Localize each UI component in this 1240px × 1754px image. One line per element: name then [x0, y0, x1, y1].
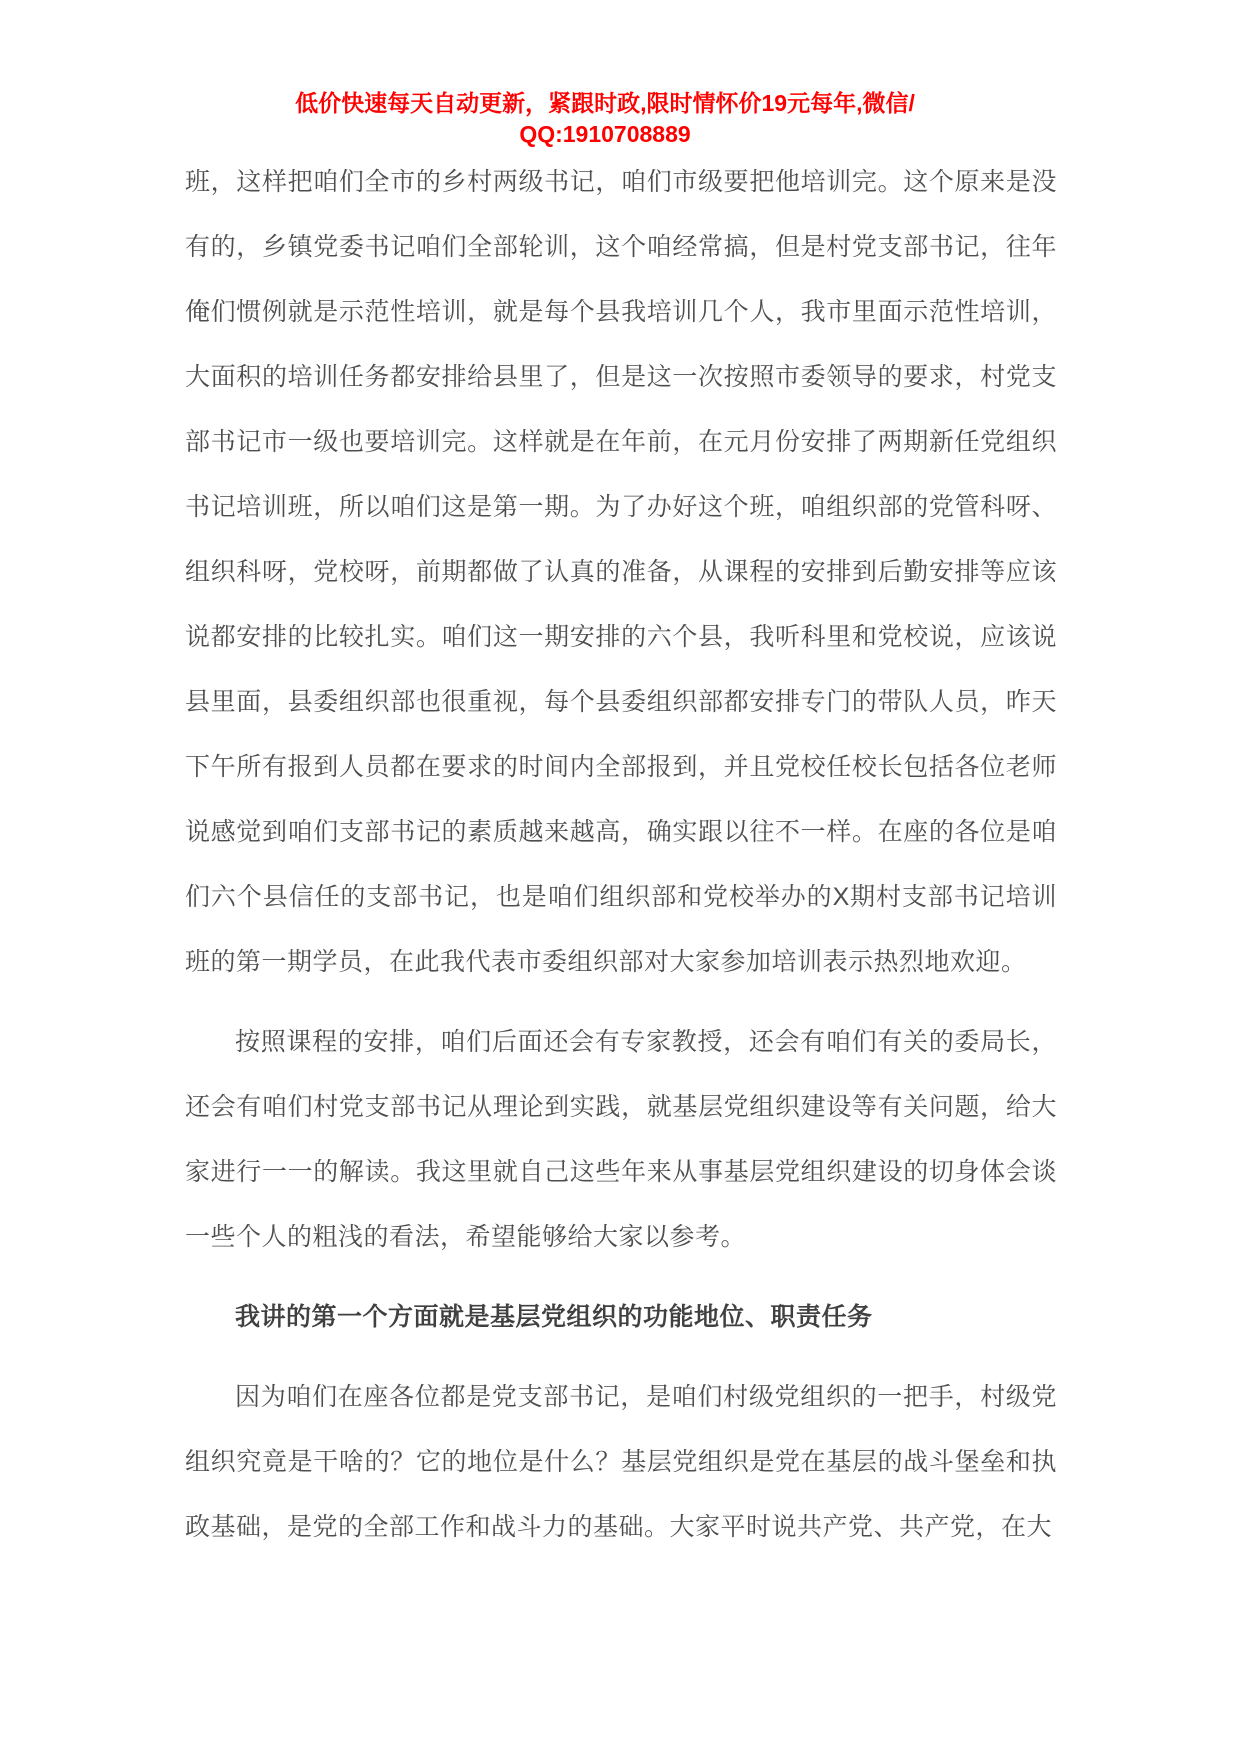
- promo-banner: [150, 88, 1060, 150]
- section-heading: 我讲的第一个方面就是基层党组织的功能地位、职责任务: [235, 1303, 873, 1331]
- promo-banner-line2: QQ:1910708889: [519, 121, 691, 147]
- document-body: [185, 150, 1057, 1575]
- body-paragraph-2: 按照课程的安排，咱们后面还会有专家教授，还会有咱们有关的委局长，还会有咱们村党支部书记从理论到实践，就基层党组织建设等有关问题，给大家进行一一的解读。我这里就自己这些年来从事基层党组织建设的切身体会谈一些个人的粗浅的看法，希望能够给大家以参考。: [185, 1028, 1057, 1251]
- body-paragraph-1: 班，这样把咱们全市的乡村两级书记，咱们市级要把他培训完。这个原来是没有的，乡镇党委书记咱们全部轮训，这个咱经常搞，但是村党支部书记，往年俺们惯例就是示范性培训，就是每个县我培训几个人，我市里面示范性培训，大面积的培训任务都安排给县里了，但是这一次按照市委领导的要求，村党支部书记市一级也要培训完。这样就是在年前，在元月份安排了两期新任党组织书记培训班，所以咱们这是第一期。为了办好这个班，咱组织部的党管科呀、组织科呀，党校呀，前期都做了认真的准备，从课程的安排到后勤安排等应该说都安排的比较扎实。咱们这一期安排的六个县，我听科里和党校说，应该说县里面，县委组织部也很重视，每个县委组织部都安排专门的带队人员，昨天下午所有报到人员都在要求的时间内全部报到，并且党校任校长包括各位老师说感觉到咱们支部书记的素质越来越高，确实跟以往不一样。在座的各位是咱们六个县信任的支部书记，也是咱们组织部和党校举办的X期村支部书记培训班的第一期学员，在此我代表市委组织部对大家参加培训表示热烈地欢迎。: [185, 168, 1057, 976]
- body-paragraph-3: 因为咱们在座各位都是党支部书记，是咱们村级党组织的一把手，村级党组织究竟是干啥的？它的地位是什么？基层党组织是党在基层的战斗堡垒和执政基础，是党的全部工作和战斗力的基础。大家平时说共产党、共产党，在大: [185, 1383, 1057, 1541]
- promo-banner-line1: 低价快速每天自动更新，紧跟时政,限时情怀价19元每年,微信/: [295, 90, 915, 116]
